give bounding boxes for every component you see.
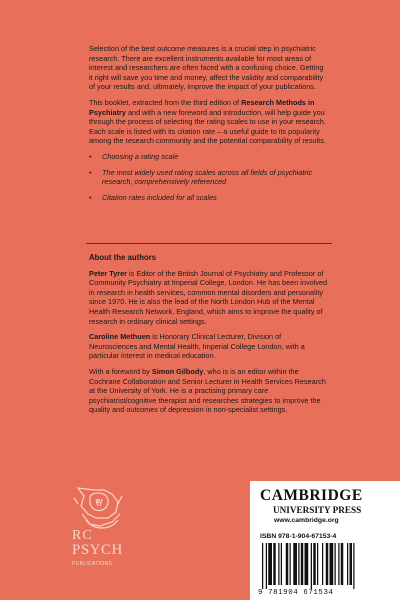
barcode-bar xyxy=(350,543,353,585)
authors-section xyxy=(89,253,330,421)
foreword-text: , who is is an editor within the Cochrane Collaboration and Senior Lecturer in Health Services Research at the University of York. He is a practising primary care psychiatrist/cognitive therapist and researches strategies to improve the quality and outcomes of depression in non-specialist settings. xyxy=(89,366,326,415)
barcode-bar xyxy=(313,543,316,585)
book-title: Research Methods in Psychiatry xyxy=(89,97,315,117)
feature-item xyxy=(89,168,329,187)
logo-rc-text: RC xyxy=(72,528,93,543)
feature-list xyxy=(89,152,329,202)
barcode-bar xyxy=(301,543,304,585)
rcpsych-logo xyxy=(68,484,134,584)
barcode-bar xyxy=(298,543,299,585)
authors-heading: About the authors xyxy=(89,253,157,262)
feature-text: Citation rates included for all scales xyxy=(102,192,217,202)
barcode-bar xyxy=(286,543,289,585)
barcode-bar xyxy=(278,543,279,585)
barcode-bar xyxy=(266,543,267,589)
barcode-bar xyxy=(262,543,263,589)
barcode-bar xyxy=(317,543,318,585)
barcode-bar xyxy=(273,543,276,585)
feature-item xyxy=(89,193,329,203)
barcode-bar xyxy=(326,543,329,585)
feature-text: Choosing a rating scale xyxy=(102,151,179,161)
barcode-bar xyxy=(347,543,348,585)
author-bio-methuen xyxy=(89,332,330,361)
barcode-bar xyxy=(305,543,309,585)
blurb-paragraph-1: Selection of the best outcome measures is a crucial step in psychiatric research. There are excellent instruments available for most areas of interest and researchers are often faced with a confusing choice. Getting it right will save you time and money, affect the validity and comparability of your results and, ultimately, improve the impact of your publications. xyxy=(89,44,324,92)
publisher-website: www.cambridge.org xyxy=(274,517,339,524)
barcode-bar xyxy=(330,543,334,585)
logo-psych-text: PSYCH xyxy=(72,542,123,558)
bullet-icon: • xyxy=(89,192,92,202)
feature-item xyxy=(89,152,329,162)
barcode-bar xyxy=(341,543,344,585)
barcode-icon xyxy=(260,543,390,589)
publisher-box xyxy=(250,481,400,600)
barcode-bar xyxy=(322,543,323,585)
author-bio-text: is Editor of the British Journal of Psychiatry and Professor of Community Psychiatry at Imperial College, London. He has been involved in research in health services, common mental disorders and personality since 1970. He is also the lead of the North London Hub of the Mental Health Research Network, England, which aims to improve the quality of research in ordinary clinical settings. xyxy=(89,268,328,326)
barcode-number: 9 781904 671534 xyxy=(258,589,334,597)
logo-publications-text: PUBLICATIONS xyxy=(72,561,113,567)
barcode-bar xyxy=(311,543,312,589)
foreword-text: With a foreword by xyxy=(89,366,152,376)
publisher-name: CAMBRIDGE xyxy=(260,487,363,504)
blurb xyxy=(89,44,329,208)
divider xyxy=(86,243,332,244)
crest-icon xyxy=(68,484,134,530)
barcode-bar xyxy=(353,543,354,589)
bullet-icon: • xyxy=(89,167,92,177)
barcode-bar xyxy=(338,543,339,585)
author-name: Peter Tyrer xyxy=(89,268,127,278)
blurb-paragraph-2 xyxy=(89,98,329,146)
blurb-text: This booklet, extracted from the third edition of xyxy=(89,97,242,107)
author-bio-text: is Honorary Clinical Lecturer, Division of Neurosciences and Mental Health, Imperial College London, with a particular interest in medical education. xyxy=(89,332,305,361)
blurb-text: and with a new foreword and introduction, will help guide you through the process of selecting the rating scales to use in your research. Each scale is listed with its citation rate – a useful guide to its popularity among the research community and the potential comparability of results. xyxy=(89,107,326,146)
barcode-bar xyxy=(281,543,282,585)
isbn-label: ISBN 978-1-904-67153-4 xyxy=(260,533,337,540)
feature-text: The most widely used rating scales across all fields of psychiatric research, comprehensively referenced xyxy=(102,167,313,187)
barcode-bar xyxy=(268,543,272,585)
publisher-subname: UNIVERSITY PRESS xyxy=(273,505,362,515)
foreword-note xyxy=(89,367,330,415)
barcode-bar xyxy=(293,543,297,585)
barcode-bar xyxy=(335,543,336,585)
author-name: Caroline Methuen xyxy=(89,332,151,342)
foreword-author: Simon Gilbody xyxy=(151,366,204,376)
bullet-icon: • xyxy=(89,151,92,161)
barcode-bar xyxy=(290,543,291,585)
author-bio-tyrer xyxy=(89,269,330,327)
